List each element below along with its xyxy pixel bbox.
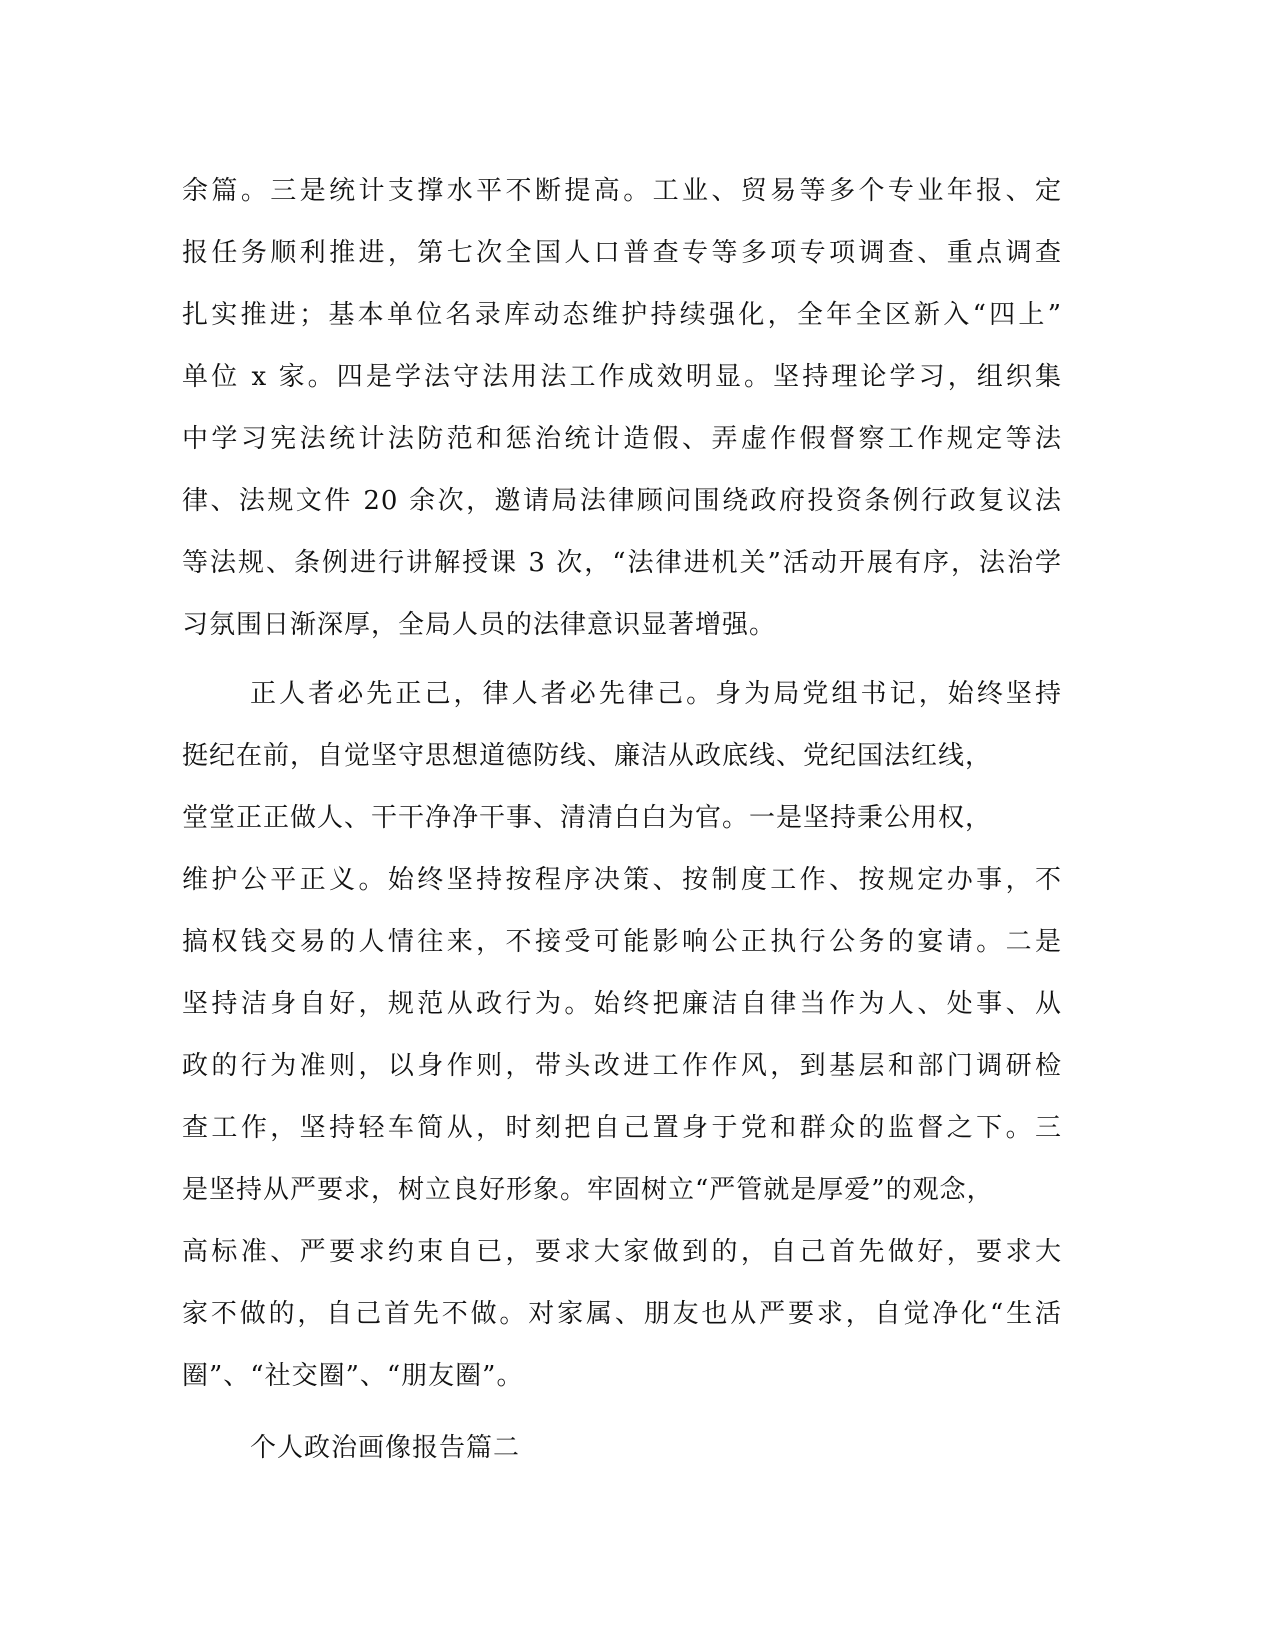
paragraph-line: 扎实推进；基本单位名录库动态维护持续强化，全年全区新入“四上”	[182, 300, 1062, 330]
paragraph-line: 报任务顺利推进，第七次全国人口普查专等多项专项调查、重点调查	[182, 238, 1062, 268]
section-heading: 个人政治画像报告篇二	[250, 1433, 521, 1463]
document-body	[182, 160, 1062, 1479]
paragraph-line: 正人者必先正己，律人者必先律己。身为局党组书记，始终坚持	[250, 679, 1062, 709]
paragraph-line: 等法规、条例进行讲解授课 3 次，“法律进机关”活动开展有序，法治学	[182, 548, 1062, 578]
paragraph-1	[182, 160, 1062, 656]
paragraph-line: 律、法规文件 20 余次，邀请局法律顾问围绕政府投资条例行政复议法	[182, 486, 1062, 516]
paragraph-line: 堂堂正正做人、干干净净干事、清清白白为官。一是坚持秉公用权，	[182, 803, 993, 833]
paragraph-line: 查工作，坚持轻车简从，时刻把自己置身于党和群众的监督之下。三	[182, 1113, 1062, 1143]
paragraph-line: 挺纪在前，自觉坚守思想道德防线、廉洁从政底线、党纪国法红线，	[182, 741, 993, 771]
paragraph-line: 中学习宪法统计法防范和惩治统计造假、弄虚作假督察工作规定等法	[182, 424, 1062, 454]
paragraph-2	[182, 663, 1062, 1407]
paragraph-line: 政的行为准则，以身作则，带头改进工作作风，到基层和部门调研检	[182, 1051, 1062, 1081]
paragraph-line: 习氛围日渐深厚，全局人员的法律意识显著增强。	[182, 610, 777, 640]
paragraph-line: 家不做的，自己首先不做。对家属、朋友也从严要求，自觉净化“生活	[182, 1299, 1062, 1329]
paragraph-line: 圈”、“社交圈”、“朋友圈”。	[182, 1361, 524, 1391]
paragraph-line: 是坚持从严要求，树立良好形象。牢固树立“严管就是厚爱”的观念，	[182, 1175, 994, 1205]
paragraph-line: 维护公平正义。始终坚持按程序决策、按制度工作、按规定办事，不	[182, 865, 1062, 895]
paragraph-line: 单位 x 家。四是学法守法用法工作成效明显。坚持理论学习，组织集	[182, 362, 1062, 392]
paragraph-line: 搞权钱交易的人情往来，不接受可能影响公正执行公务的宴请。二是	[182, 927, 1062, 957]
paragraph-line: 余篇。三是统计支撑水平不断提高。工业、贸易等多个专业年报、定	[182, 176, 1062, 206]
paragraph-line: 高标准、严要求约束自已，要求大家做到的，自己首先做好，要求大	[182, 1237, 1062, 1267]
paragraph-line: 坚持洁身自好，规范从政行为。始终把廉洁自律当作为人、处事、从	[182, 989, 1062, 1019]
